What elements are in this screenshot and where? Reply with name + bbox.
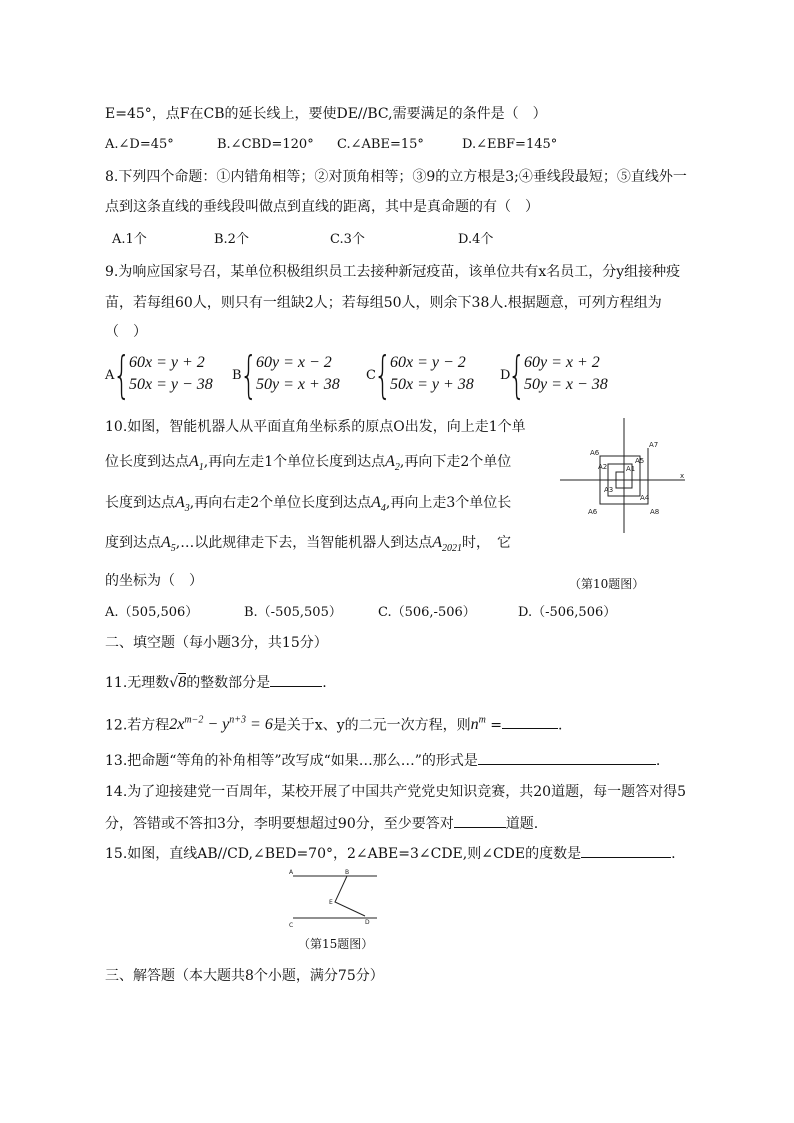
q11-radicand: 8	[178, 674, 187, 691]
q8-option-a: A.1个	[112, 232, 147, 247]
label-e: E	[329, 899, 333, 906]
q7-option-b: B.∠CBD=120°	[217, 137, 314, 152]
q7-stem: E=45°，点F在CB的延长线上，要使DE//BC,需要满足的条件是（ ）	[105, 106, 547, 122]
label-b: B	[345, 869, 350, 876]
q7-option-a: A.∠D=45°	[105, 137, 174, 152]
brace-icon: {	[113, 346, 131, 404]
q9-option-c-eq2: 50x = y + 38	[390, 376, 474, 393]
label-a6: A6	[590, 449, 600, 457]
q9-option-c-label: C	[366, 368, 376, 383]
label-a5: A5	[635, 457, 645, 465]
q10-text: 长度到达点	[105, 495, 175, 511]
q8-line2: 点到这条直线的垂线段叫做点到直线的距离，其中是真命题的有（ ）	[105, 199, 539, 215]
q10-text: 度到达点	[105, 535, 161, 551]
q10-figure	[560, 408, 700, 538]
section3-heading: 三、解答题（本大题共8个小题，满分75分）	[105, 968, 384, 984]
q15-end: .	[671, 846, 676, 862]
q11-answer-blank[interactable]	[270, 672, 322, 687]
q8-option-d: D.4个	[458, 232, 494, 247]
q9-option-a-eq2: 50x = y − 38	[129, 376, 213, 393]
q9-option-b-eq2: 50y = x + 38	[256, 376, 340, 393]
point-a1: $A_1$	[189, 453, 204, 474]
q10-line3	[105, 493, 511, 519]
q15-caption: （第15题图）	[298, 937, 374, 951]
q10-line5: 的坐标为（ ）	[105, 573, 203, 589]
brace-icon: {	[374, 346, 392, 404]
q12-equation: $2x^{m-2} - y^{n+3} = 6$	[169, 715, 273, 734]
q9-option-d-eq1: 60y = x + 2	[524, 354, 600, 371]
q15-answer-blank[interactable]	[581, 843, 671, 858]
label-a8: A8	[650, 508, 660, 516]
x-label: x	[680, 472, 685, 480]
label-a1: A1	[626, 465, 636, 473]
q10-line2	[105, 452, 511, 478]
q8-option-b: B.2个	[214, 232, 249, 247]
q10-text: ,再向下走2个单位	[399, 454, 512, 470]
q9-line2: 苗，若每组60人，则只有一组缺2人；若每组50人，则余下38人.根据题意，可列方程组为	[105, 295, 662, 311]
q14-line1: 14.为了迎接建党一百周年，某校开展了中国共产党党史知识竞赛，共20道题，每一题答对得5	[105, 784, 686, 800]
label-d: D	[365, 919, 370, 926]
q12-answer-blank[interactable]	[502, 714, 558, 729]
q9-option-a-label: A	[105, 368, 115, 383]
q13-text: 13.把命题“等角的补角相等”改写成“如果…那么…”的形式是	[105, 753, 478, 769]
q15	[105, 843, 676, 864]
q12-equals: =	[485, 717, 503, 734]
q9-option-c-eq1: 60x = y − 2	[390, 354, 466, 371]
brace-icon: {	[240, 346, 258, 404]
q10-caption: （第10题图）	[569, 577, 645, 591]
brace-icon: {	[508, 346, 526, 404]
point-a3: $A_3$	[175, 494, 190, 515]
q7-option-c: C.∠ABE=15°	[337, 137, 424, 152]
section2-heading: 二、填空题（每小题3分，共15分）	[105, 635, 328, 651]
q10-text: 时， 它	[462, 535, 512, 551]
polyline-bed	[335, 876, 365, 916]
q12-power: $n^m$	[470, 715, 486, 734]
q14-text: 道题.	[505, 816, 539, 832]
q11	[105, 672, 327, 693]
q10-text: ,再向右走2个单位长度到达点	[189, 495, 372, 511]
label-a4: A4	[640, 494, 650, 502]
label-a: A	[289, 869, 294, 876]
q12-end: .	[558, 717, 563, 734]
q10-text: ,再向上走3个单位长	[385, 495, 512, 511]
point-a2021: $A_{2021}$	[432, 534, 463, 555]
q11-text: 的整数部分是	[186, 675, 271, 691]
point-a5: $A_5$	[161, 534, 176, 555]
q8-option-c: C.3个	[330, 232, 365, 247]
q10-option-c: C.（506,-506）	[378, 605, 476, 620]
q9-option-b-label: B	[232, 368, 242, 383]
q12-text: 12.若方程	[105, 717, 170, 734]
q11-text: 11.无理数	[105, 675, 170, 691]
q12	[105, 711, 563, 735]
q9-line3: （ ）	[105, 324, 147, 340]
sqrt-icon: √	[169, 675, 179, 691]
q10-option-b: B.（-505,505）	[244, 605, 342, 620]
q10-option-a: A.（505,506）	[105, 605, 199, 620]
q10-line4	[105, 533, 511, 559]
label-a3: A3	[604, 486, 614, 494]
q10-text: ,…以此规律走下去，当智能机器人到达点	[175, 535, 433, 551]
q15-text: 15.如图，直线AB//CD,∠BED=70°，2∠ABE=3∠CDE,则∠CDE的度数是	[105, 846, 582, 862]
q13	[105, 750, 660, 771]
point-a4: $A_4$	[371, 494, 386, 515]
q9-option-d-eq2: 50y = x − 38	[524, 376, 608, 393]
point-a2: $A_2$	[385, 453, 400, 474]
q7-option-d: D.∠EBF=145°	[462, 137, 558, 152]
q13-answer-blank[interactable]	[478, 750, 656, 765]
q10-text: 位长度到达点	[105, 454, 189, 470]
label-a2: A2	[598, 463, 608, 471]
q12-text: 是关于x、y的二元一次方程，则	[272, 717, 471, 734]
q14-answer-blank[interactable]	[454, 813, 506, 828]
q13-end: .	[655, 753, 661, 769]
label-c: C	[289, 922, 294, 929]
q8-line1: 8.下列四个命题：①内错角相等；②对顶角相等；③9的立方根是3;④垂线段最短；⑤直线外一	[105, 169, 687, 185]
q9-option-b-eq1: 60y = x − 2	[256, 354, 332, 371]
q15-figure	[285, 866, 395, 930]
q10-text: ,再向左走1个单位长度到达点	[203, 454, 386, 470]
q14-line2	[105, 813, 538, 834]
q9-option-d-label: D	[500, 368, 511, 383]
label-a7: A7	[649, 441, 659, 449]
q14-text: 分，答错或不答扣3分，李明要想超过90分，至少要答对	[105, 816, 454, 832]
q11-end: .	[322, 675, 327, 691]
q9-option-a-eq1: 60x = y + 2	[129, 354, 205, 371]
q10-option-d: D.（-506,506）	[518, 605, 617, 620]
q9-line1: 9.为响应国家号召，某单位积极组织员工去接种新冠疫苗，该单位共有x名员工，分y组接种疫	[105, 264, 681, 280]
q10-line1: 10.如图，智能机器人从平面直角坐标系的原点O出发，向上走1个单	[105, 419, 526, 435]
label-a6b: A6	[588, 508, 598, 516]
